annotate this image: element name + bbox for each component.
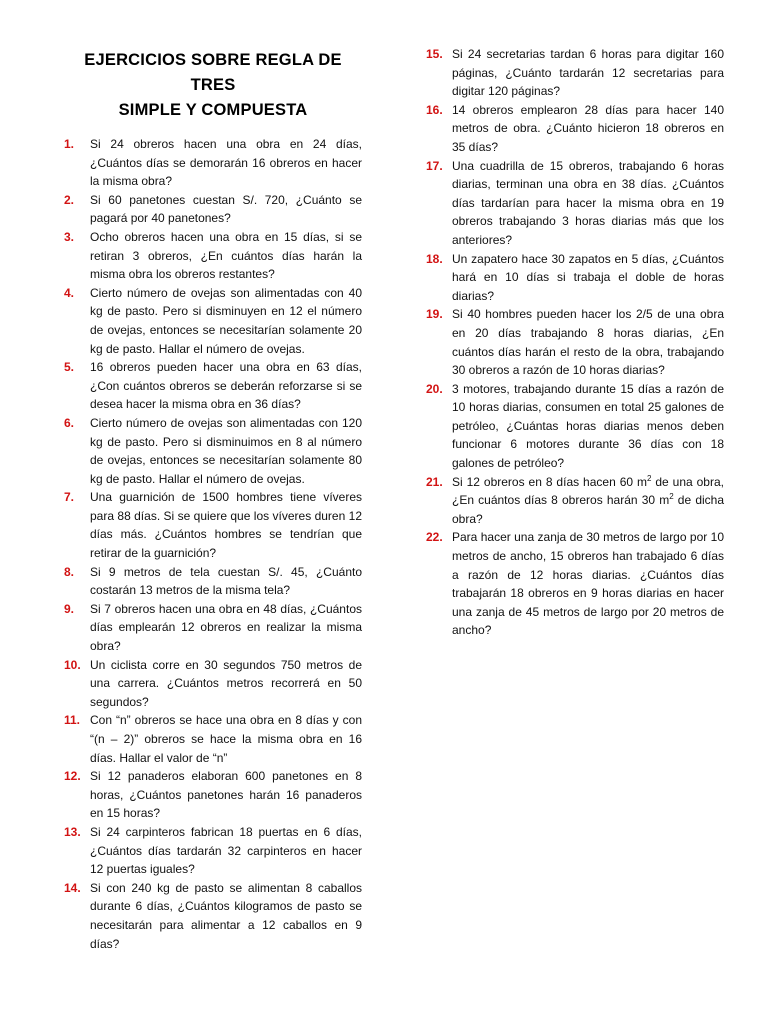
exercise-number: 2. <box>64 192 75 207</box>
exercise-number: 3. <box>64 229 75 244</box>
exercise-text: Si 12 panaderos elaboran 600 panetones en 8 horas, ¿Cuántos panetones harán 16 panaderos en 15 horas? <box>90 769 362 821</box>
exercise-number: 13. <box>64 824 81 839</box>
exercise-text-part: de una obra, ¿En cuántos días 8 obreros harán 30 m <box>452 474 724 508</box>
exercise-number: 10. <box>64 657 81 672</box>
exercise-number: 9. <box>64 601 75 616</box>
exercise-text: 16 obreros pueden hacer una obra en 63 días, ¿Con cuántos obreros se deberán reforzarse si se desea hacer la misma obra en 36 días? <box>90 360 362 412</box>
exercise-text: Si 7 obreros hacen una obra en 48 días, ¿Cuántos días emplearán 12 obreros en realizar la misma obra? <box>90 601 362 654</box>
exercise-text: Para hacer una zanja de 30 metros de largo por 10 metros de ancho, 15 obreros han trabajado 6 días a razón de 12 horas diarias. ¿Cuántos días trabajarán 18 obreros en 9 horas diarias en hacer una zanja de 45 metros de largo por 20 metros de ancho? <box>452 530 724 638</box>
exercise-number: 16. <box>426 102 443 117</box>
exercise-number: 14. <box>64 880 81 895</box>
exercise-number: 20. <box>426 381 443 396</box>
document-title <box>64 48 362 123</box>
exercise-number: 7. <box>64 490 75 505</box>
exercise-item <box>426 157 724 250</box>
exercise-number: 11. <box>64 713 81 728</box>
title-line-1: EJERCICIOS SOBRE REGLA DE TRES <box>84 51 342 94</box>
exercise-text: Ocho obreros hacen una obra en 15 días, si se retiran 3 obreros, ¿En cuántos días harán la misma obra los obreros restantes? <box>90 229 362 282</box>
exercise-text: Un zapatero hace 30 zapatos en 5 días, ¿Cuántos hará en 10 días si trabaja el doble de horas diarias? <box>452 251 724 303</box>
exercise-number: 19. <box>426 307 443 322</box>
exercise-item <box>64 600 362 656</box>
exercise-item <box>64 879 362 953</box>
exercise-text: Si 24 carpinteros fabrican 18 puertas en 6 días, ¿Cuántos días tardarán 32 carpinteros en hacer 12 puertas iguales? <box>90 824 362 877</box>
exercise-text: 3 motores, trabajando durante 15 días a razón de 10 horas diarias, consumen en total 25 galones de petróleo, ¿Cuántas horas diarias menos deben funcionar 6 motores durante 36 días con 18 galones de petróleo? <box>452 381 724 471</box>
exercise-text: Cierto número de ovejas son alimentadas con 40 kg de pasto. Pero si disminuyen en 12 el número de ovejas, entonces se necesitarían solamente 20 kg de pasto. Hallar el número de ovejas. <box>90 285 362 356</box>
exercise-number: 6. <box>64 415 75 430</box>
exercise-item <box>426 305 724 379</box>
exercise-number: 21. <box>426 474 443 489</box>
exercise-number: 12. <box>64 769 81 784</box>
exercise-text: Cierto número de ovejas son alimentadas con 120 kg de pasto. Pero si disminuimos en 8 al número de ovejas, entonces se necesitarían solamente 80 kg de pasto. Hallar el número de ovejas. <box>90 415 362 486</box>
exercise-number: 15. <box>426 47 443 61</box>
exercise-text: Si 24 secretarias tardan 6 horas para digitar 160 páginas, ¿Cuánto tardarán 12 secretarias para digitar 120 páginas? <box>452 47 724 99</box>
right-column <box>426 0 724 640</box>
exercise-text: Si 60 panetones cuestan S/. 720, ¿Cuánto se pagará por 40 panetones? <box>90 192 362 226</box>
exercise-list-right <box>426 45 724 640</box>
exercise-item <box>426 45 724 101</box>
superscript: 2 <box>669 492 674 502</box>
exercise-number: 1. <box>64 137 75 151</box>
exercise-text: Una cuadrilla de 15 obreros, trabajando 6 horas diarias, terminan una obra en 38 días. ¿Cuántos días tardarían para hacer la misma obra en 19 obreros trabajando 3 horas diarias más que los anteriores? <box>452 158 724 247</box>
exercise-item <box>426 380 724 473</box>
exercise-item <box>426 473 724 529</box>
exercise-number: 18. <box>426 251 443 266</box>
exercise-item <box>64 563 362 600</box>
exercise-text: Si 9 metros de tela cuestan S/. 45, ¿Cuánto costarán 13 metros de la misma tela? <box>90 564 362 598</box>
exercise-item <box>64 823 362 879</box>
left-column <box>64 0 362 953</box>
exercise-text <box>452 473 724 529</box>
superscript: 2 <box>646 473 652 483</box>
exercise-text: Una guarnición de 1500 hombres tiene víveres para 88 días. Si se quiere que los víveres duren 12 días más. ¿Cuántos hombres se tendrían que retirar de la guarnición? <box>90 490 362 561</box>
exercise-text-part: de dicha obra? <box>452 493 725 526</box>
exercise-text: Con “n” obreros se hace una obra en 8 días y con “(n – 2)” obreros se hace la misma obra en 16 días. Hallar el valor de “n” <box>90 713 362 765</box>
exercise-text: Si con 240 kg de pasto se alimentan 8 caballos durante 6 días, ¿Cuántos kilogramos de pasto se necesitarán para alimentar a 12 caballos en 9 días? <box>90 880 362 951</box>
exercise-item <box>64 228 362 284</box>
exercise-item <box>64 414 362 488</box>
exercise-number: 5. <box>64 360 75 375</box>
exercise-item <box>64 284 362 358</box>
title-line-2: SIMPLE Y COMPUESTA <box>118 101 308 119</box>
exercise-text-part: Si 12 obreros en 8 días hacen 60 m <box>452 474 647 489</box>
exercise-item <box>426 250 724 306</box>
exercise-item <box>64 656 362 712</box>
exercise-number: 4. <box>64 285 75 300</box>
exercise-item <box>426 101 724 157</box>
exercise-number: 8. <box>64 564 75 579</box>
exercise-number: 22. <box>426 530 443 545</box>
exercise-item <box>64 358 362 414</box>
exercise-list-left <box>64 135 362 953</box>
exercise-item <box>64 767 362 823</box>
exercise-item <box>64 135 362 191</box>
exercise-number: 17. <box>426 158 443 173</box>
exercise-item <box>64 711 362 767</box>
exercise-text: Si 40 hombres pueden hacer los 2/5 de una obra en 20 días trabajando 8 horas diarias, ¿En cuántos días harán el resto de la obra, trabajando 30 obreros a razón de 10 horas diarias? <box>452 307 724 378</box>
exercise-text: Un ciclista corre en 30 segundos 750 metros de una carrera. ¿Cuántos metros recorrerá en 50 segundos? <box>90 657 362 709</box>
exercise-text: 14 obreros emplearon 28 días para hacer 140 metros de obra. ¿Cuánto hicieron 18 obreros en 35 días? <box>452 102 724 154</box>
exercise-item <box>426 528 724 640</box>
exercise-item <box>64 488 362 562</box>
exercise-text: Si 24 obreros hacen una obra en 24 días, ¿Cuántos días se demorarán 16 obreros en hacer la misma obra? <box>90 137 362 189</box>
exercise-item <box>64 191 362 228</box>
